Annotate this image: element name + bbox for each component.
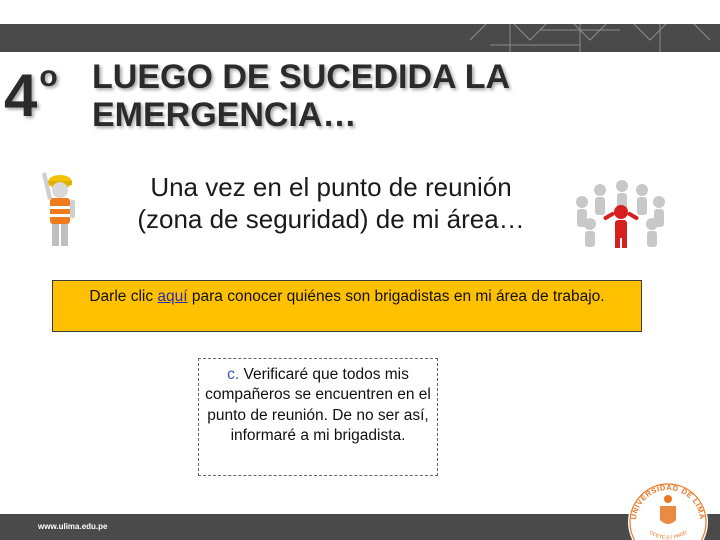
title-line-1: LUEGO DE SUCEDIDA LA bbox=[92, 58, 511, 96]
header-bar bbox=[0, 0, 720, 52]
step-c-box bbox=[198, 358, 438, 476]
brigadistas-link[interactable]: aquí bbox=[157, 288, 188, 305]
title-line-2: EMERGENCIA… bbox=[92, 96, 357, 135]
footer-url[interactable]: www.ulima.edu.pe bbox=[38, 522, 108, 531]
team-circle-icon bbox=[570, 178, 670, 250]
footer-bar bbox=[0, 514, 720, 540]
subtitle bbox=[86, 172, 576, 235]
header-pattern bbox=[460, 0, 720, 52]
notice-prefix: Darle clic bbox=[89, 288, 158, 305]
subtitle-line-2: (zona de seguridad) de mi área… bbox=[137, 203, 525, 234]
step-text: Verificaré que todos mis compañeros se encuentren en el punto de reunión. De no ser así, informaré a mi brigadista. bbox=[205, 366, 431, 445]
seal-motto-text: OCETE ET PROD bbox=[647, 529, 689, 540]
subtitle-line-1: Una vez en el punto de reunión bbox=[150, 172, 512, 202]
university-seal-icon bbox=[626, 466, 710, 540]
step-number: 4$^o$ bbox=[4, 60, 58, 129]
seal-name-text: UNIVERSIDAD DE LIMA bbox=[629, 482, 707, 521]
step-letter: c. bbox=[227, 366, 240, 383]
notice-suffix: para conocer quiénes son brigadistas en mi área de trabajo. bbox=[187, 288, 605, 305]
brigadistas-notice bbox=[52, 280, 642, 332]
page-title bbox=[92, 58, 512, 134]
construction-worker-icon bbox=[34, 168, 82, 248]
